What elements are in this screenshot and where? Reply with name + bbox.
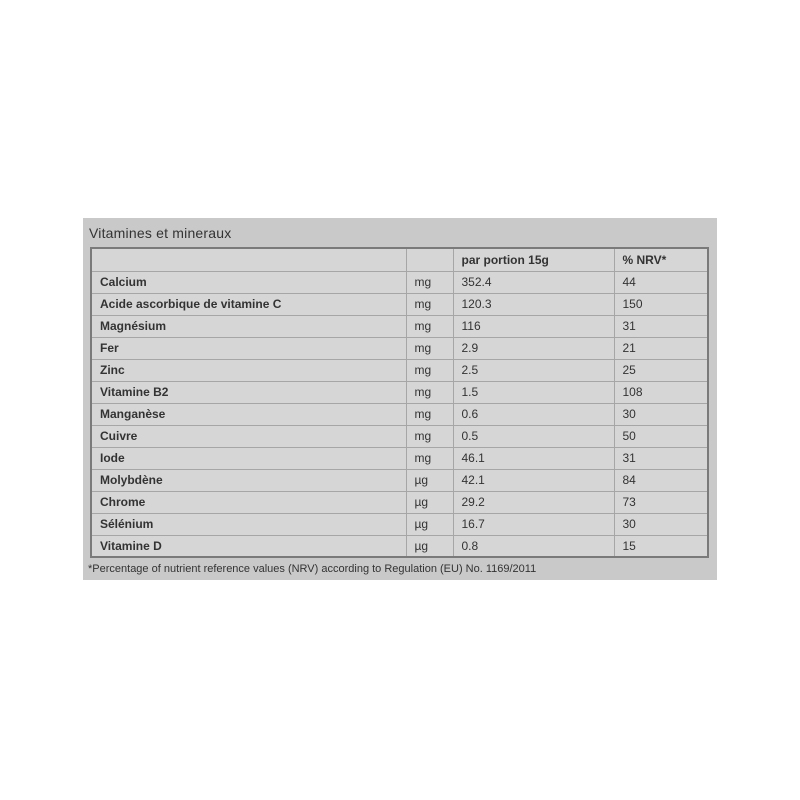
panel-title: Vitamines et mineraux <box>89 225 232 241</box>
nutrient-nrv: 50 <box>614 425 708 447</box>
nutrient-nrv: 25 <box>614 359 708 381</box>
nutrient-unit: mg <box>406 403 453 425</box>
nutrient-unit: mg <box>406 271 453 293</box>
table-row <box>91 403 708 425</box>
nutrient-per-portion: 46.1 <box>453 447 614 469</box>
table-row <box>91 381 708 403</box>
nutrient-name: Chrome <box>91 491 406 513</box>
nutrient-nrv: 150 <box>614 293 708 315</box>
header-per-portion: par portion 15g <box>453 248 614 271</box>
nutrient-unit: mg <box>406 293 453 315</box>
nutrition-table <box>90 247 709 558</box>
table-row <box>91 337 708 359</box>
table-row <box>91 425 708 447</box>
nutrient-name: Vitamine B2 <box>91 381 406 403</box>
nutrient-name: Vitamine D <box>91 535 406 557</box>
nutrient-unit: mg <box>406 337 453 359</box>
nutrient-per-portion: 116 <box>453 315 614 337</box>
nutrient-per-portion: 0.6 <box>453 403 614 425</box>
table-body <box>91 271 708 557</box>
nutrient-nrv: 31 <box>614 447 708 469</box>
nutrient-per-portion: 0.5 <box>453 425 614 447</box>
header-unit <box>406 248 453 271</box>
nutrient-nrv: 73 <box>614 491 708 513</box>
nutrient-unit: mg <box>406 447 453 469</box>
table-row <box>91 271 708 293</box>
nutrient-nrv: 21 <box>614 337 708 359</box>
nutrient-unit: µg <box>406 469 453 491</box>
nutrient-nrv: 84 <box>614 469 708 491</box>
nutrient-name: Acide ascorbique de vitamine C <box>91 293 406 315</box>
nutrient-name: Cuivre <box>91 425 406 447</box>
nutrient-name: Sélénium <box>91 513 406 535</box>
table-header-row <box>91 248 708 271</box>
nutrient-name: Iode <box>91 447 406 469</box>
nutrient-per-portion: 1.5 <box>453 381 614 403</box>
nrv-footnote: *Percentage of nutrient reference values (NRV) according to Regulation (EU) No. 1169/2011 <box>88 563 537 575</box>
table-row <box>91 535 708 557</box>
table-row <box>91 447 708 469</box>
nutrient-per-portion: 120.3 <box>453 293 614 315</box>
nutrient-per-portion: 16.7 <box>453 513 614 535</box>
nutrient-unit: µg <box>406 491 453 513</box>
nutrient-name: Molybdène <box>91 469 406 491</box>
nutrient-unit: µg <box>406 513 453 535</box>
nutrient-unit: mg <box>406 425 453 447</box>
nutrient-per-portion: 42.1 <box>453 469 614 491</box>
nutrient-unit: mg <box>406 381 453 403</box>
table-row <box>91 359 708 381</box>
nutrient-nrv: 30 <box>614 513 708 535</box>
nutrient-unit: µg <box>406 535 453 557</box>
nutrient-name: Zinc <box>91 359 406 381</box>
nutrient-per-portion: 352.4 <box>453 271 614 293</box>
table-row <box>91 293 708 315</box>
table-row <box>91 315 708 337</box>
nutrient-nrv: 15 <box>614 535 708 557</box>
table-row <box>91 491 708 513</box>
nutrient-nrv: 44 <box>614 271 708 293</box>
nutrition-panel <box>83 218 717 580</box>
header-nrv: % NRV* <box>614 248 708 271</box>
nutrient-per-portion: 0.8 <box>453 535 614 557</box>
nutrient-name: Calcium <box>91 271 406 293</box>
nutrient-name: Manganèse <box>91 403 406 425</box>
nutrient-per-portion: 2.5 <box>453 359 614 381</box>
header-name <box>91 248 406 271</box>
nutrient-per-portion: 29.2 <box>453 491 614 513</box>
nutrient-per-portion: 2.9 <box>453 337 614 359</box>
table-row <box>91 469 708 491</box>
table-row <box>91 513 708 535</box>
nutrient-name: Magnésium <box>91 315 406 337</box>
nutrient-nrv: 31 <box>614 315 708 337</box>
nutrient-nrv: 108 <box>614 381 708 403</box>
nutrient-unit: mg <box>406 315 453 337</box>
nutrient-unit: mg <box>406 359 453 381</box>
nutrient-name: Fer <box>91 337 406 359</box>
nutrient-nrv: 30 <box>614 403 708 425</box>
